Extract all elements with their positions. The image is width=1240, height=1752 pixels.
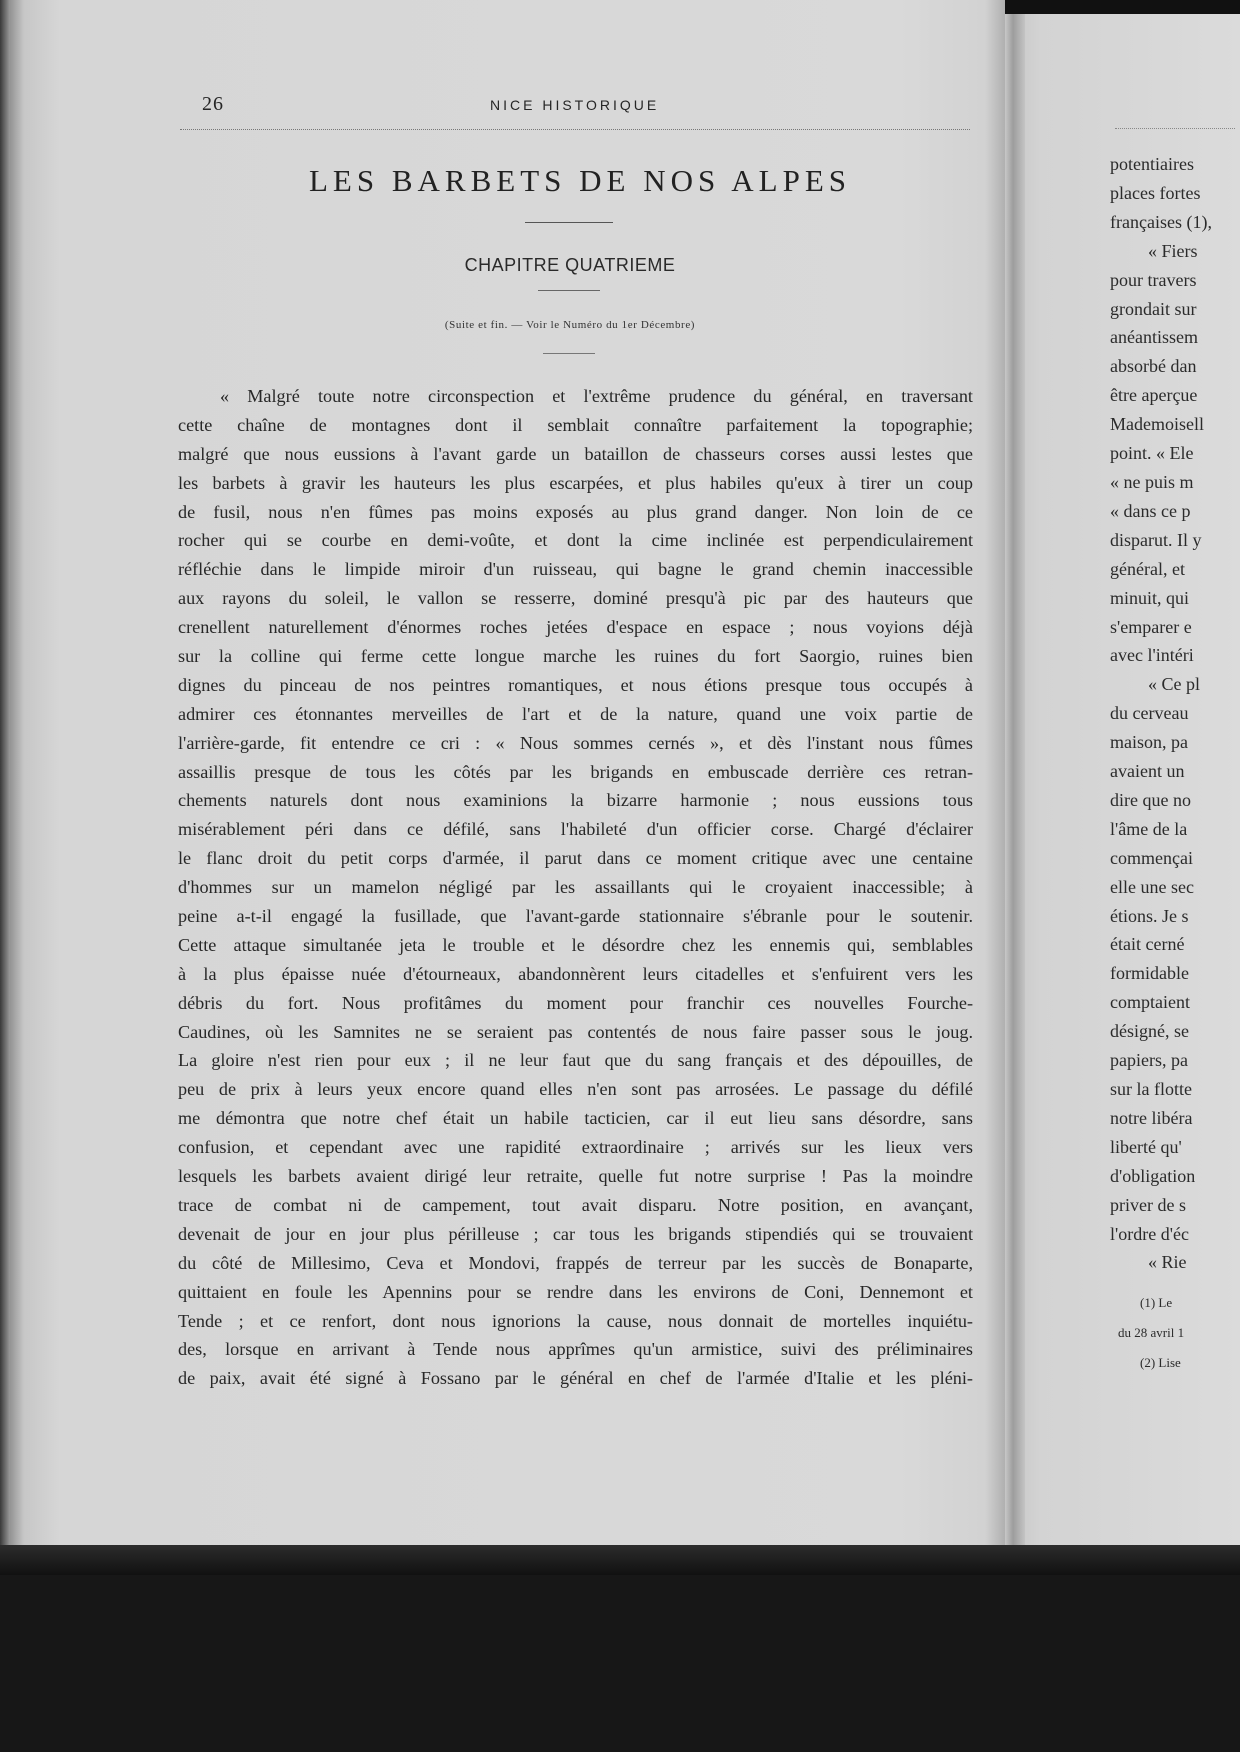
- next-page-line: l'ordre d'éc: [1110, 1223, 1189, 1244]
- next-page-line: notre libéra: [1110, 1107, 1193, 1128]
- body-line: peine a-t-il engagé la fusillade, que l'avant-garde stationnaire s'ébranle pour le soutenir.: [178, 906, 973, 927]
- next-page-line: « Fiers: [1148, 240, 1198, 261]
- next-page-line: général, et: [1110, 558, 1185, 579]
- next-page-line: point. « Ele: [1110, 443, 1194, 464]
- next-page-line: désigné, se: [1110, 1021, 1189, 1042]
- next-page-line: disparut. Il y: [1110, 529, 1202, 550]
- next-page-line: potentiaires: [1110, 154, 1194, 174]
- body-line: assaillis presque de tous les côtés par les brigands en embuscade derrière ces retran-: [178, 761, 973, 782]
- next-page-line: minuit, qui: [1110, 587, 1190, 608]
- next-page-line: papiers, pa: [1110, 1050, 1188, 1071]
- next-page-line: places fortes: [1110, 182, 1201, 203]
- body-line: de fusil, nous n'en fûmes pas moins exposés au plus grand danger. Non loin de ce: [178, 501, 973, 522]
- body-line: quittaient en foule les Apennins pour se rendre dans les environs de Coni, Dennemont et: [178, 1281, 973, 1302]
- next-page-line: priver de s: [1110, 1194, 1186, 1215]
- next-page-line: avec l'intéri: [1110, 645, 1194, 666]
- body-line: cette chaîne de montagnes dont il semblait connaître parfaitement la topographie;: [178, 414, 973, 435]
- next-page-line: grondait sur: [1110, 298, 1197, 319]
- next-page-footnote: (2) Lise: [1140, 1355, 1181, 1370]
- next-page-line: l'âme de la: [1110, 818, 1188, 839]
- body-line: confusion, et cependant avec une rapidité extraordinaire ; arrivés sur les lieux vers: [178, 1137, 973, 1158]
- body-line: crenellent naturellement d'énormes roches jetées d'espace en espace ; nous voyions déjà: [178, 617, 973, 638]
- next-page-line: sur la flotte: [1110, 1079, 1192, 1099]
- next-page-line: commençai: [1110, 847, 1193, 868]
- body-line: misérablement péri dans ce défilé, sans l'habileté d'un officier corse. Chargé d'éclairer: [178, 819, 973, 840]
- next-page-line: maison, pa: [1110, 732, 1188, 753]
- body-line: dignes du pinceau de nos peintres romantiques, et nous étions presque tous occupés à: [178, 674, 973, 695]
- body-line: de paix, avait été signé à Fossano par le général en chef de l'armée d'Italie et les pléni-: [178, 1368, 973, 1389]
- body-line: Tende ; et ce renfort, dont nous ignorions la cause, nous donnait de mortelles inquiétu-: [178, 1310, 973, 1331]
- body-line: aux rayons du soleil, le vallon se resserre, dominé presqu'à pic par des hauteurs que: [178, 588, 973, 609]
- header-rule: [180, 129, 970, 130]
- body-line: d'hommes sur un mamelon négligé par les assaillants qui le croyaient inaccessible; à: [178, 877, 973, 898]
- body-line: « Malgré toute notre circonspection et l'extrême prudence du général, en traversant: [220, 386, 973, 406]
- next-page-footnote: du 28 avril 1: [1118, 1325, 1185, 1340]
- next-page-line: comptaient: [1110, 992, 1190, 1013]
- body-line: Caudines, où les Samnites ne se seraient pas contentés de nous faire passer sous le joug.: [178, 1021, 973, 1042]
- body-line: me démontra que notre chef était un habile tacticien, car il eut lieu sans désordre, sans: [178, 1108, 973, 1129]
- body-line: devenait de jour en jour plus périlleuse ; car tous les brigands stipendiés qui se trouvaient: [178, 1223, 973, 1244]
- article-body: [178, 382, 973, 1393]
- next-page-line: formidable: [1110, 963, 1189, 984]
- next-page-line: s'emparer e: [1110, 616, 1192, 637]
- body-line: malgré que nous eussions à l'avant garde un bataillon de chasseurs corses aussi lestes que: [178, 443, 973, 464]
- next-page-line: être aperçue: [1110, 385, 1198, 406]
- body-line: du côté de Millesimo, Ceva et Mondovi, frappés de terreur par les succès de Bonaparte,: [178, 1252, 973, 1273]
- page-header: [170, 85, 970, 125]
- next-page-line: elle une sec: [1110, 876, 1194, 897]
- scan-top-strip: [1005, 0, 1240, 14]
- running-head: NICE HISTORIQUE: [490, 97, 660, 113]
- next-page-line: Mademoisell: [1110, 414, 1204, 435]
- continuation-note: (Suite et fin. — Voir le Numéro du 1er Décembre): [444, 319, 696, 331]
- next-page-line: étions. Je s: [1110, 905, 1189, 926]
- next-page-line: absorbé dan: [1110, 356, 1197, 377]
- body-line: les barbets à gravir les hauteurs les plus escarpées, et plus habiles qu'eux à tirer un coup: [178, 472, 973, 493]
- next-page-line: du cerveau: [1110, 703, 1189, 724]
- next-page-line: anéantissem: [1110, 327, 1198, 348]
- note-rule: [543, 353, 595, 354]
- next-page-line: dire que no: [1110, 789, 1191, 810]
- body-line: réfléchie dans le limpide miroir d'un ruisseau, qui bagne le grand chemin inaccessible: [178, 559, 973, 580]
- body-line: rocher qui se courbe en demi-voûte, et dont la cime inclinée est perpendiculairement: [178, 530, 973, 551]
- body-line: trace de combat ni de campement, tout avait disparu. Notre position, en avançant,: [178, 1194, 973, 1215]
- next-page-line: avaient un: [1110, 761, 1185, 782]
- body-line: à la plus épaisse nuée d'étourneaux, abandonnèrent leurs citadelles et s'enfuirent vers les: [178, 963, 973, 984]
- next-page-footnotes: [1118, 1288, 1240, 1378]
- body-line: chements naturels dont nous examinions la bizarre harmonie ; nous eussions tous: [178, 790, 973, 811]
- next-page-header-rule: [1115, 128, 1235, 129]
- next-page-line: « Rie: [1148, 1252, 1187, 1273]
- next-page-footnote: (1) Le: [1140, 1295, 1173, 1310]
- next-page-line: liberté qu': [1110, 1136, 1182, 1157]
- body-line: l'arrière-garde, fit entendre ce cri : « Nous sommes cernés », et dès l'instant nous fûmes: [178, 732, 973, 753]
- body-line: admirer ces étonnantes merveilles de l'art et de la nature, quand une voix partie de: [178, 703, 973, 724]
- next-page-line: « Ce pl: [1148, 674, 1200, 695]
- body-line: débris du fort. Nous profitâmes du moment pour franchir ces nouvelles Fourche-: [178, 992, 973, 1013]
- chapter-heading: CHAPITRE QUATRIEME: [464, 255, 676, 275]
- body-line: lesquels les barbets avaient dirigé leur retraite, quelle fut notre surprise ! Pas la moindre: [178, 1166, 973, 1187]
- scan-bottom-strip: [0, 1545, 1240, 1575]
- article-title: LES BARBETS DE NOS ALPES: [308, 163, 851, 198]
- book-left-edge: [0, 0, 10, 1545]
- next-page-line: « ne puis m: [1110, 471, 1194, 492]
- body-line: sur la colline qui ferme cette longue marche les ruines du fort Saorgio, ruines bien: [178, 646, 973, 667]
- book-gutter: [1005, 0, 1025, 1545]
- body-line: peu de prix à leurs yeux encore quand elles n'en sont pas arrosées. Le passage du défilé: [178, 1079, 973, 1100]
- next-page-line: d'obligation: [1110, 1165, 1196, 1186]
- scan-bottom-band: [0, 1545, 1240, 1752]
- body-line: le flanc droit du petit corps d'armée, il parut dans ce moment critique avec une centaine: [178, 848, 973, 869]
- page-number: 26: [202, 93, 224, 115]
- next-page-fragment: [1110, 150, 1240, 1277]
- title-rule: [525, 222, 613, 223]
- body-line: Cette attaque simultanée jeta le trouble et le désordre chez les ennemis qui, semblables: [178, 934, 973, 955]
- body-line: des, lorsque en arrivant à Tende nous apprîmes qu'un armistice, suivi des préliminaires: [178, 1339, 973, 1360]
- left-page: [170, 85, 973, 1389]
- body-line: La gloire n'est rien pour eux ; il ne leur faut que du sang français et des dépouilles, de: [178, 1050, 973, 1071]
- next-page-line: était cerné: [1110, 934, 1185, 955]
- next-page-line: pour travers: [1110, 269, 1197, 290]
- next-page-line: françaises (1),: [1110, 211, 1212, 232]
- next-page-line: « dans ce p: [1110, 500, 1191, 521]
- chapter-rule: [538, 290, 600, 291]
